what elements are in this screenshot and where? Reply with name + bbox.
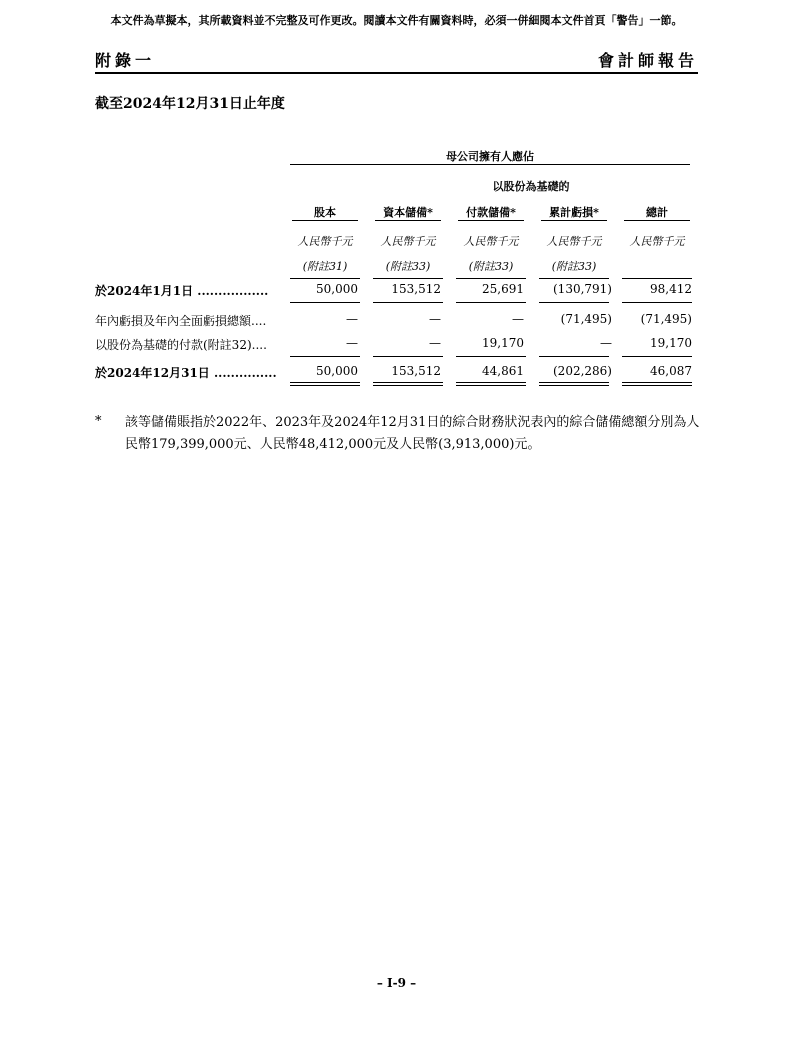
row-rule-double — [290, 382, 360, 383]
row-rule — [539, 356, 609, 357]
row-rule — [456, 278, 526, 279]
footnote-text: 該等儲備賬指於2022年、2023年及2024年12月31日的綜合財務狀況表內的綜合儲備總額分別為人民幣179,399,000元、人民幣48,412,000元及人民幣(3,913,000)元。 — [125, 415, 700, 452]
row-rule — [290, 356, 360, 357]
column-header-rule — [541, 220, 607, 221]
row-rule-double — [456, 385, 526, 386]
row-rule — [373, 302, 443, 303]
row-rule-double — [290, 385, 360, 386]
table-group-header: 母公司擁有人應佔 — [446, 150, 534, 163]
table-cell: 153,512 — [391, 364, 441, 378]
column-unit: 人民幣千元 — [297, 235, 353, 248]
draft-disclaimer: 本文件為草擬本，其所載資料並不完整及可作更改。閱讀本文件有關資料時，必須一併細閱本文件首頁「警告」一節。 — [110, 14, 683, 27]
row-rule-double — [539, 382, 609, 383]
row-rule-double — [539, 385, 609, 386]
row-rule — [290, 302, 360, 303]
column-note: (附註33) — [385, 260, 431, 273]
header-divider — [95, 72, 698, 74]
row-label-share-payment: 以股份為基礎的付款(附註32).... — [95, 338, 267, 352]
row-rule-double — [373, 382, 443, 383]
footnote-marker: * — [95, 414, 102, 429]
column-header: 股本 — [314, 206, 336, 219]
period-title: 截至2024年12月31日止年度 — [95, 96, 285, 112]
section-title: 會計師報告 — [597, 51, 698, 70]
row-rule — [290, 278, 360, 279]
row-rule — [456, 356, 526, 357]
row-rule — [622, 356, 692, 357]
group-header-rule — [290, 164, 690, 165]
row-rule — [373, 356, 443, 357]
table-cell: 153,512 — [391, 282, 441, 296]
column-unit: 人民幣千元 — [629, 235, 685, 248]
table-cell: — — [346, 336, 358, 350]
appendix-label: 附錄一 — [95, 51, 156, 70]
row-rule-double — [622, 382, 692, 383]
table-cell: — — [429, 312, 441, 326]
table-cell: 19,170 — [650, 336, 692, 350]
column-unit: 人民幣千元 — [463, 235, 519, 248]
row-rule — [622, 302, 692, 303]
column-header-rule — [375, 220, 441, 221]
row-rule — [373, 278, 443, 279]
row-rule-double — [373, 385, 443, 386]
table-cell: — — [346, 312, 358, 326]
column-header-rule — [292, 220, 358, 221]
row-label-closing-balance: 於2024年12月31日 ............... — [95, 366, 277, 380]
table-cell: — — [512, 312, 524, 326]
column-header: 總計 — [646, 206, 668, 219]
table-cell: 44,861 — [482, 364, 524, 378]
column-header-rule — [458, 220, 524, 221]
column-header: 付款儲備* — [466, 206, 516, 219]
table-cell: (71,495) — [640, 312, 692, 326]
row-label-loss: 年內虧損及年內全面虧損總額.... — [95, 314, 267, 328]
row-rule — [539, 278, 609, 279]
row-rule — [622, 278, 692, 279]
column-note: (附註33) — [468, 260, 514, 273]
table-cell: — — [600, 336, 612, 350]
table-cell: — — [429, 336, 441, 350]
table-sub-header: 以股份為基礎的 — [492, 180, 570, 193]
table-cell: 50,000 — [316, 364, 358, 378]
row-rule — [539, 302, 609, 303]
column-unit: 人民幣千元 — [380, 235, 436, 248]
table-cell: 98,412 — [650, 282, 692, 296]
row-label-opening-balance: 於2024年1月1日 ................. — [95, 284, 269, 298]
column-note: (附註33) — [551, 260, 597, 273]
row-rule-double — [622, 385, 692, 386]
column-header: 資本儲備* — [383, 206, 433, 219]
table-cell: (202,286) — [553, 364, 612, 378]
table-cell: (130,791) — [553, 282, 612, 296]
column-header-rule — [624, 220, 690, 221]
row-rule — [456, 302, 526, 303]
column-unit: 人民幣千元 — [546, 235, 602, 248]
table-cell: 25,691 — [482, 282, 524, 296]
table-cell: 19,170 — [482, 336, 524, 350]
table-cell: (71,495) — [560, 312, 612, 326]
page-number: – I-9 – — [376, 976, 417, 990]
column-note: (附註31) — [302, 260, 348, 273]
table-cell: 50,000 — [316, 282, 358, 296]
column-header: 累計虧損* — [549, 206, 599, 219]
row-rule-double — [456, 382, 526, 383]
table-cell: 46,087 — [650, 364, 692, 378]
